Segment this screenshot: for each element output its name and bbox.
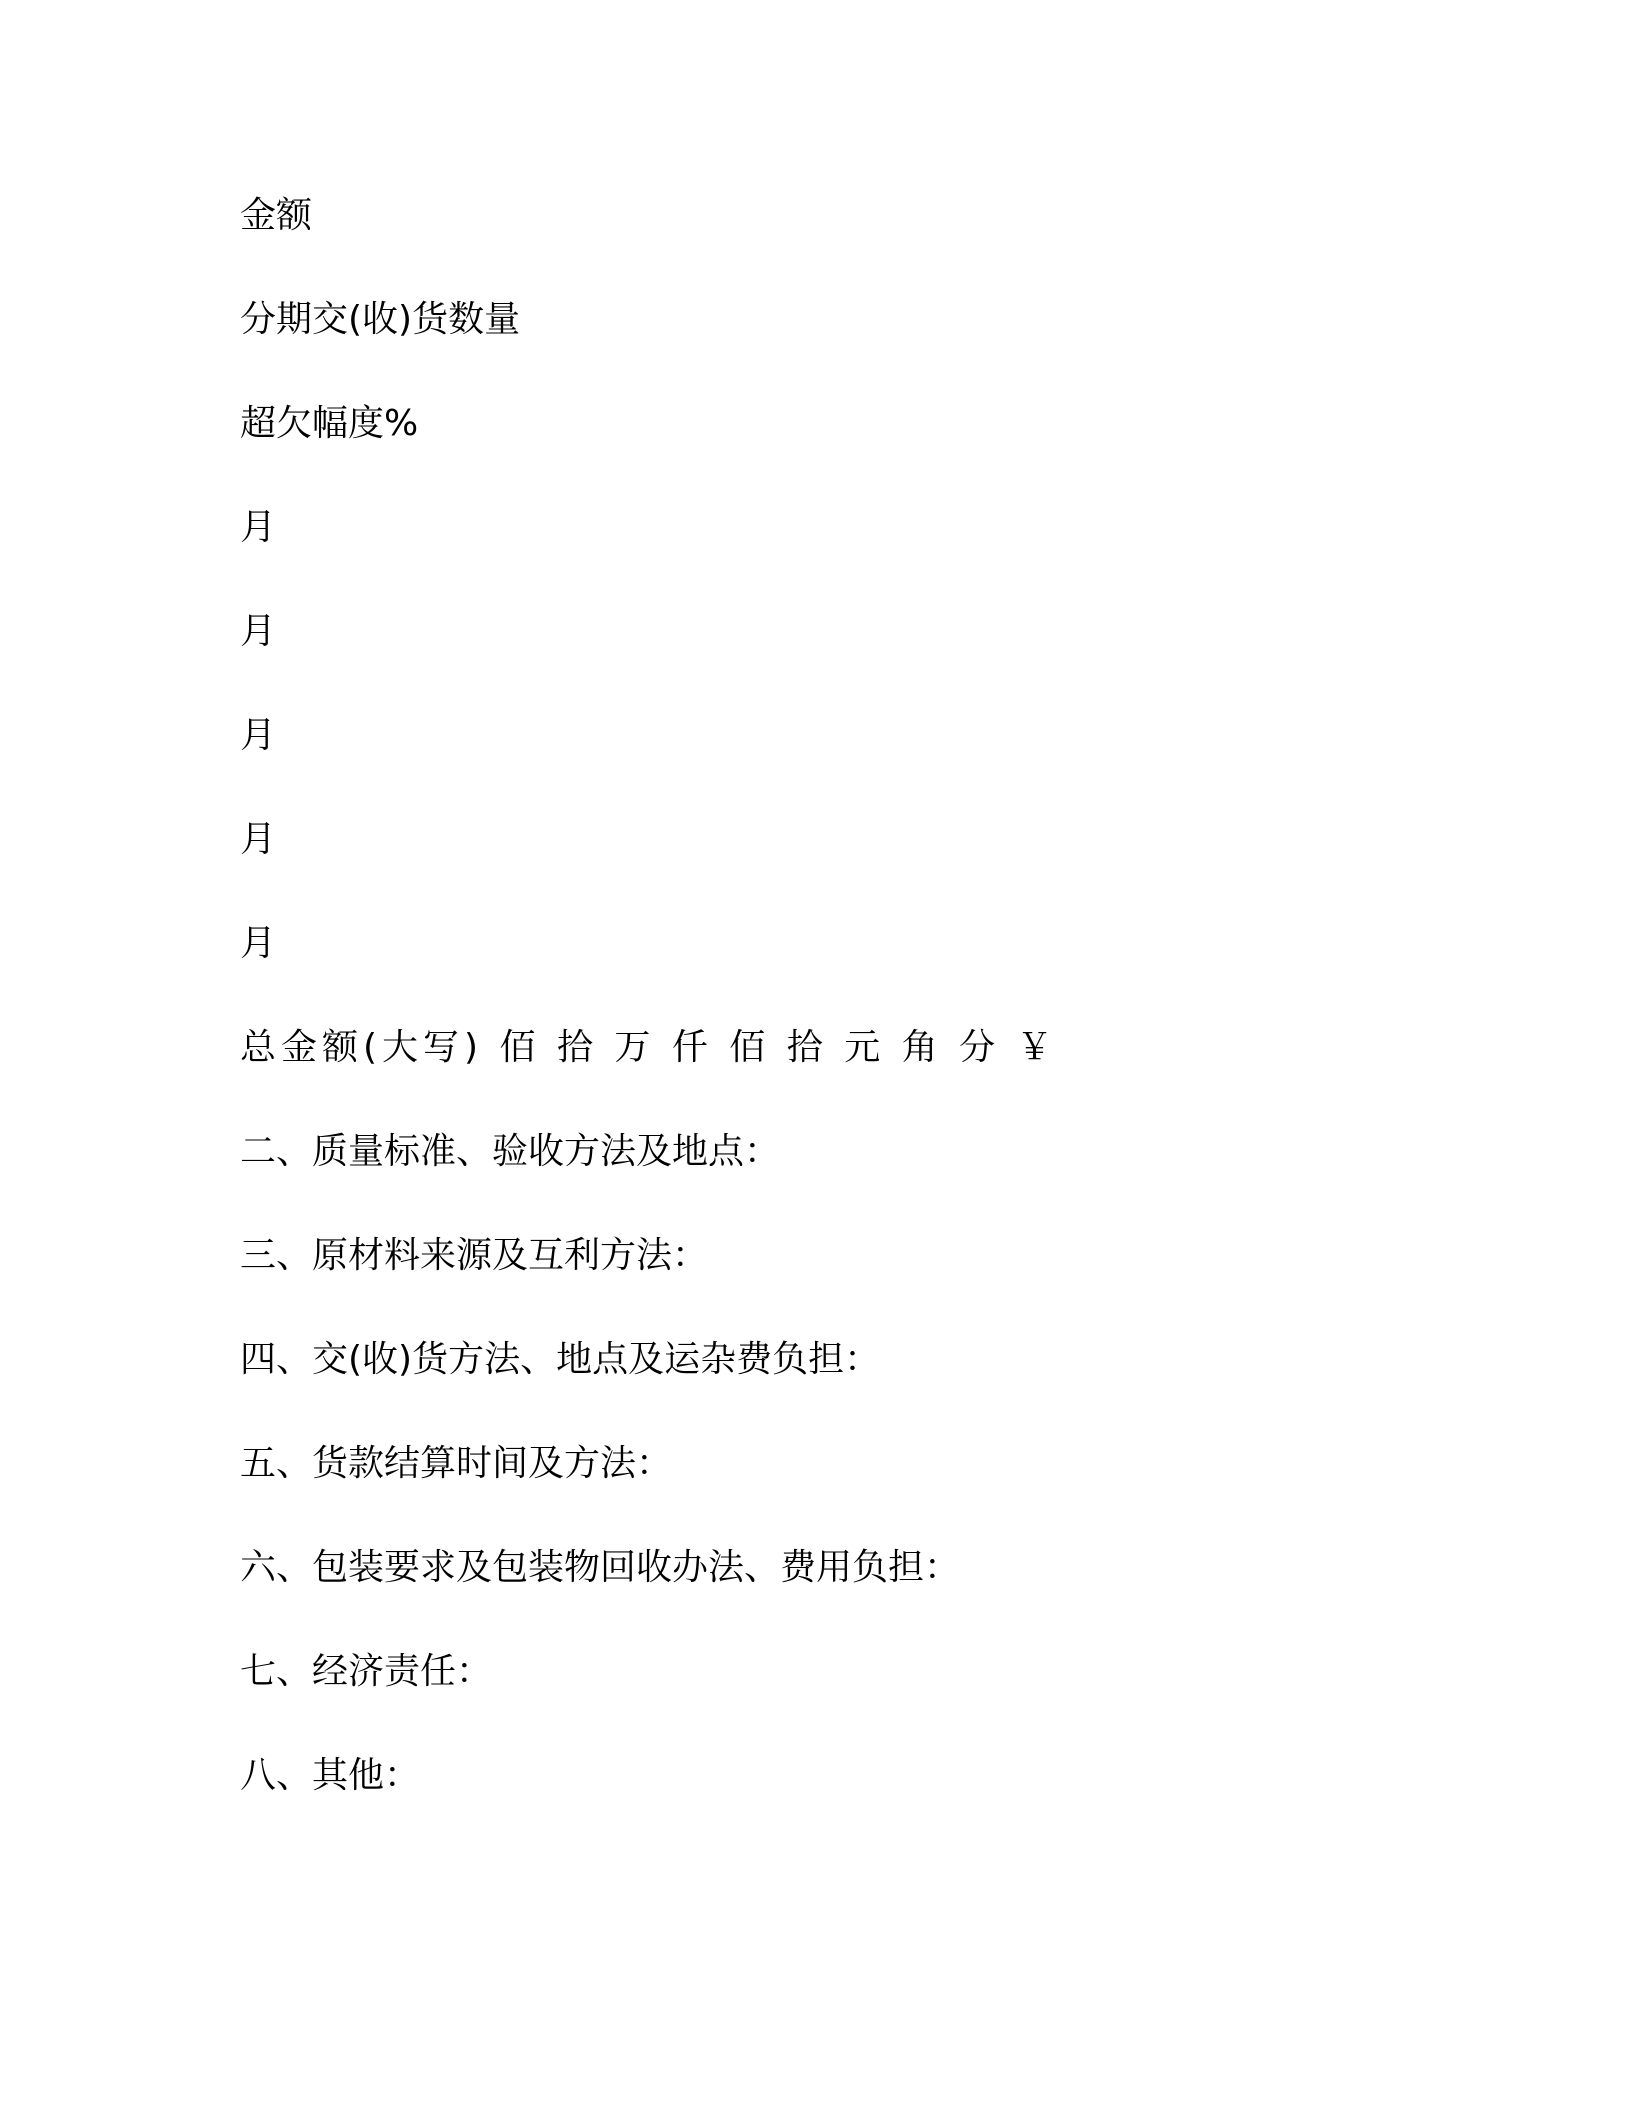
section-economic-liability: 七、经济责任： (240, 1651, 493, 1692)
month-label-3: 月 (240, 715, 277, 756)
document-body (240, 178, 1440, 1842)
section-payment-settlement: 五、货款结算时间及方法： (240, 1443, 673, 1484)
month-label-1: 月 (240, 507, 277, 548)
section-raw-materials: 三、原材料来源及互利方法： (240, 1235, 709, 1276)
section-quality-standard: 二、质量标准、验收方法及地点： (240, 1131, 781, 1172)
section-other: 八、其他： (240, 1755, 421, 1796)
month-label-2: 月 (240, 611, 277, 652)
total-amount-line: 总金额(大写) 佰 拾 万 仟 佰 拾 元 角 分 ￥ (240, 1027, 1058, 1068)
month-label-5: 月 (240, 923, 277, 964)
installment-quantity-label: 分期交(收)货数量 (240, 299, 521, 340)
month-label-4: 月 (240, 819, 277, 860)
amount-label: 金额 (240, 195, 313, 236)
section-delivery-method: 四、交(收)货方法、地点及运杂费负担： (240, 1339, 881, 1380)
section-packaging: 六、包装要求及包装物回收办法、费用负担： (240, 1547, 961, 1588)
tolerance-label: 超欠幅度% (240, 403, 419, 444)
